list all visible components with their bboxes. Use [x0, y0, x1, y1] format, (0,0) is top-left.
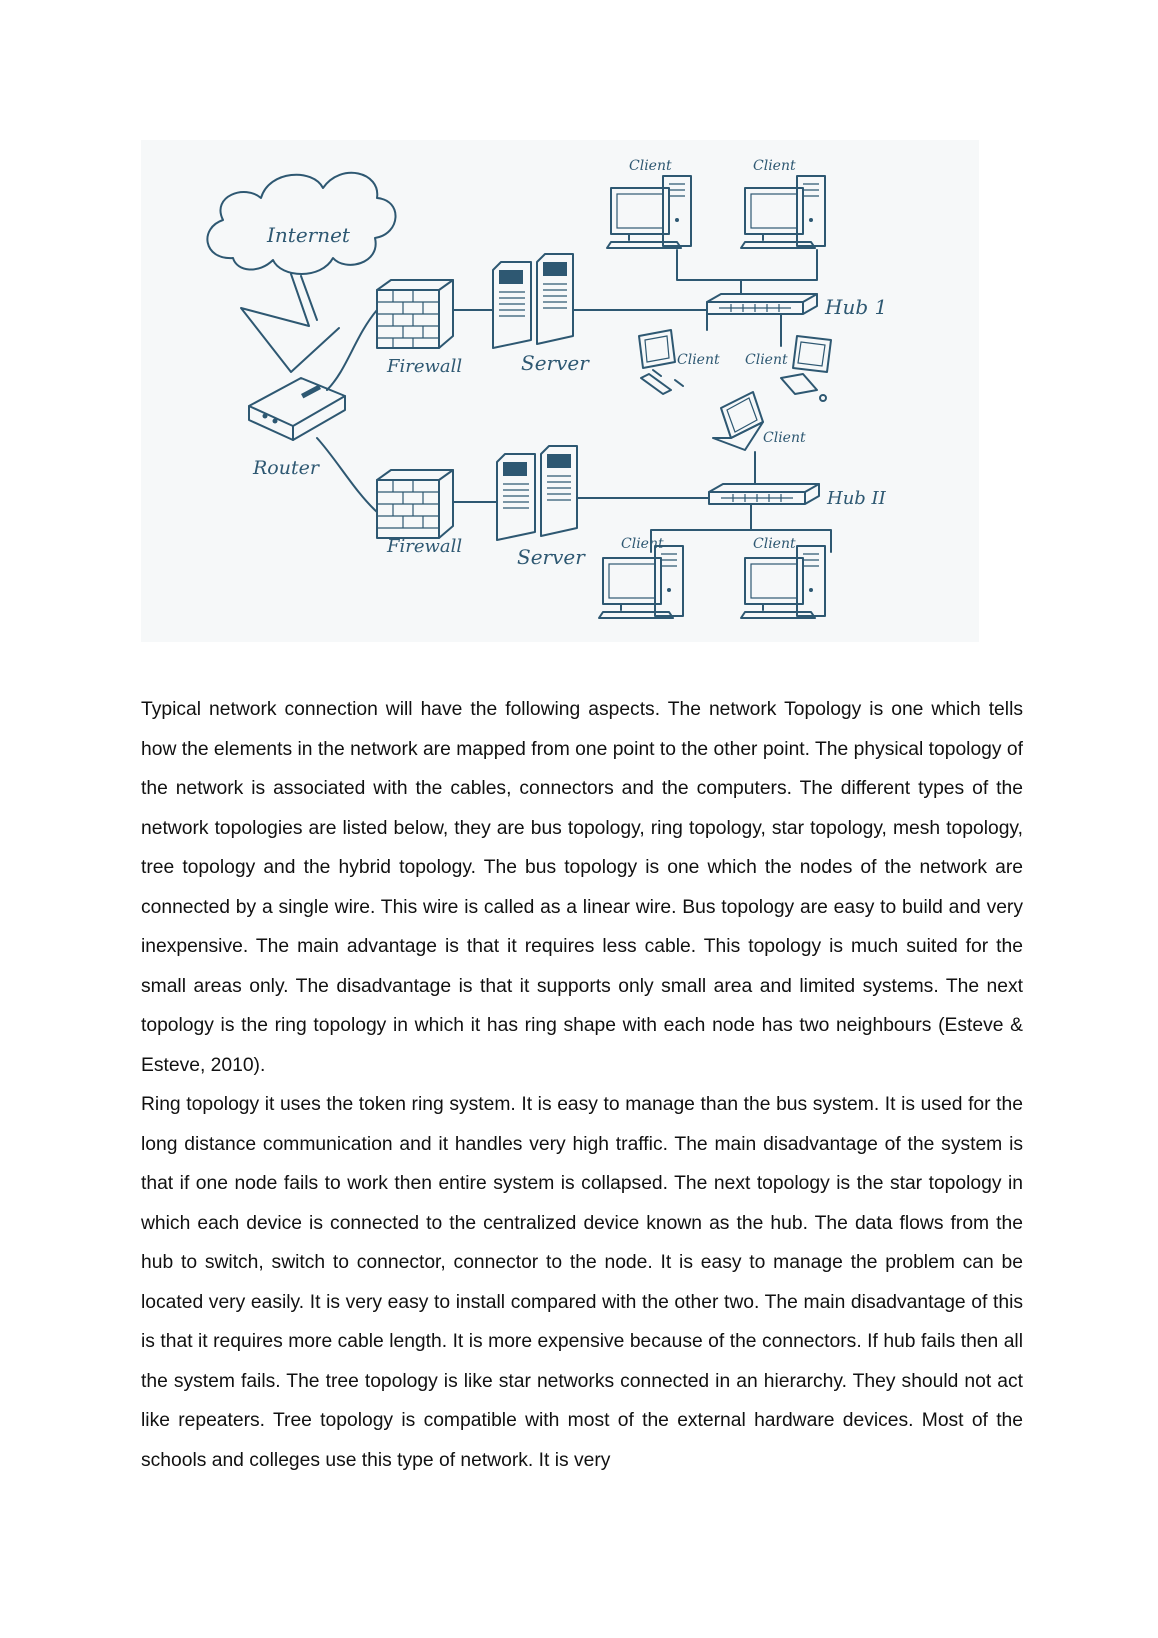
network-diagram-figure — [141, 140, 979, 642]
client-label-5: Client — [763, 430, 806, 446]
firewall-bottom-label: Firewall — [387, 536, 463, 557]
firewall-icon-top — [377, 280, 462, 377]
client-desktop-3 — [639, 330, 720, 394]
hub-1-icon — [707, 294, 887, 319]
server-icon-bottom — [497, 446, 586, 569]
hub-2-label: Hub II — [827, 488, 886, 509]
client-desktop-2 — [741, 158, 825, 248]
client-label-6: Client — [621, 536, 664, 552]
router-icon — [249, 378, 345, 479]
server-bottom-label: Server — [517, 545, 585, 569]
internet-link — [241, 274, 339, 372]
firewall-icon-bottom — [377, 470, 462, 557]
internet-label: Internet — [267, 223, 350, 247]
client-label-7: Client — [753, 536, 796, 552]
client-label-2: Client — [753, 158, 796, 174]
server-icon-top — [493, 254, 590, 375]
client-label-3: Client — [677, 352, 720, 368]
hub-2-icon — [709, 484, 887, 509]
client-label-1: Client — [629, 158, 672, 174]
router-label: Router — [253, 457, 319, 479]
client-desktop-7 — [741, 536, 825, 618]
network-diagram — [141, 140, 979, 642]
client-label-4: Client — [745, 352, 788, 368]
paragraph-2: Ring topology it uses the token ring system. It is easy to manage than the bus system. It is used for the long distance communication and it handles very high traffic. The main disadvantage of the system is that if one node fails to work then entire system is collapsed. The next topology is the star topology in which each device is connected to the centralized device known as the hub. The data flows from the hub to switch, switch to connector, connector to the node. It is easy to manage the problem can be located very easily. It is very easy to install compared with the other two. The main disadvantage of this is that it requires more cable length. It is more expensive because of the connectors. If hub fails then all the system fails. The tree topology is like star networks connected in an hierarchy. They should not act like repeaters. Tree topology is compatible with most of the external hardware devices. Most of the schools and colleges use this type of network. It is very — [141, 1094, 1023, 1471]
internet-cloud — [207, 173, 395, 274]
client-desktop-6 — [599, 536, 683, 618]
body-text — [141, 690, 1023, 1480]
server-top-label: Server — [521, 351, 589, 375]
client-desktop-4 — [745, 336, 831, 401]
client-laptop-5 — [713, 392, 806, 450]
client-desktop-1 — [607, 158, 691, 248]
paragraph-1: Typical network connection will have the following aspects. The network Topology is one which tells how the elements in the network are mapped from one point to the other point. The physical topology of the network is associated with the cables, connectors and the computers. The different types of the network topologies are listed below, they are bus topology, ring topology, star topology, mesh topology, tree topology and the hybrid topology. The bus topology is one which the nodes of the network are connected by a single wire. This wire is called as a linear wire. Bus topology are easy to build and very inexpensive. The main advantage is that it requires less cable. This topology is much suited for the small areas only. The disadvantage is that it supports only small area and limited systems. The next topology is the ring topology in which it has ring shape with each node has two neighbours (Esteve & Esteve, 2010). — [141, 699, 1023, 1076]
hub-1-label: Hub 1 — [825, 295, 888, 319]
firewall-top-label: Firewall — [387, 356, 463, 377]
